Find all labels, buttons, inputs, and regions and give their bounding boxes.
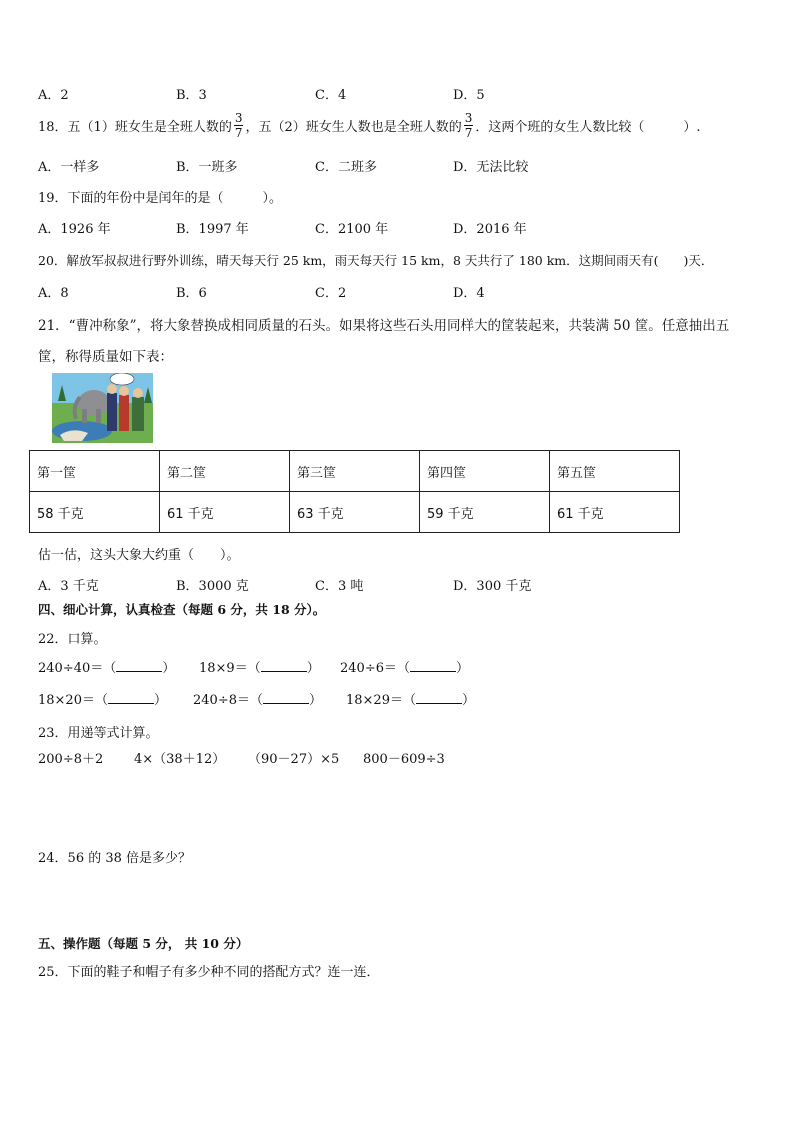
option-c: C．2 [315,286,347,301]
answer-blank[interactable] [116,659,162,672]
q20-options [0,282,794,301]
fraction-numerator: 3 [464,111,473,125]
oral-calc-1 [38,659,175,675]
oral-calc-2 [199,659,320,675]
fraction-denominator: 7 [234,126,243,140]
close-paren: ） [153,693,167,708]
option-a: A．2 [38,88,69,103]
q18-fraction-1 [234,112,244,139]
close-paren: ） [308,693,322,708]
table-cell: 58 千克 [30,492,160,533]
table-header-cell: 第二筐 [160,451,290,492]
q18-text-part1: 18．五（1）班女生是全班人数的 [38,120,232,135]
q21-options [0,575,794,594]
weights-table [29,450,680,533]
option-b: B．1997 年 [176,222,249,237]
table-header-cell: 第一筐 [30,451,160,492]
answer-blank[interactable] [261,659,307,672]
oral-calc-expr: 18×29＝（ [346,693,416,708]
q18-fraction-2 [464,112,474,139]
table-header-row [30,451,680,492]
calc-expr-4: 800－609÷3 [363,752,445,767]
answer-blank[interactable] [416,691,462,704]
table-row [30,492,680,533]
option-b: B．一班多 [176,160,238,175]
oral-calc-3 [340,659,469,675]
table-cell: 63 千克 [290,492,420,533]
calc-expr-1: 200÷8＋2 [38,752,104,767]
option-a: A．3 千克 [38,579,99,594]
option-d: D．300 千克 [453,579,532,594]
q18-text-part3: ．这两个班的女生人数比较（ ）. [475,120,701,135]
question-21-line1: 21．“曹冲称象”，将大象替换成相同质量的石头。如果将这些石头用同样大的筐装起来，共装满 50 筐。任意抽出五 [38,318,730,334]
option-d: D．5 [453,88,485,103]
table-cell: 61 千克 [550,492,680,533]
option-b: B．6 [176,286,207,301]
q21-estimate: 估一估，这头大象大约重（ ）。 [38,548,240,563]
option-a: A．一样多 [38,160,100,175]
fraction-numerator: 3 [234,111,243,125]
option-c: C．4 [315,88,347,103]
oral-calc-expr: 240÷6＝（ [340,661,410,676]
option-b: B．3 [176,88,207,103]
oral-calc-5 [193,691,322,707]
oral-calc-expr: 240÷40＝（ [38,661,117,676]
table-header-cell: 第五筐 [550,451,680,492]
option-d: D．2016 年 [453,222,527,237]
question-24: 24．56 的 38 倍是多少？ [38,851,192,866]
option-b: B．3000 克 [176,579,249,594]
q17-options [0,84,794,103]
option-d: D．无法比较 [453,160,529,175]
q18-options [0,156,794,175]
table-cell: 59 千克 [420,492,550,533]
oral-calc-expr: 18×9＝（ [199,661,261,676]
close-paren: ） [306,661,320,676]
close-paren: ） [162,661,176,676]
option-d: D．4 [453,286,485,301]
answer-blank[interactable] [263,691,309,704]
oral-calc-expr: 18×20＝（ [38,693,108,708]
calc-expr-3: （90－27）×5 [248,752,340,767]
question-19: 19．下面的年份中是闰年的是（ ）。 [38,191,283,206]
option-c: C．2100 年 [315,222,389,237]
close-paren: ） [455,661,469,676]
section-5-heading: 五、操作题（每题 5 分， 共 10 分） [38,936,249,951]
question-25: 25．下面的鞋子和帽子有多少种不同的搭配方式？连一连． [38,965,380,980]
table-header-cell: 第三筐 [290,451,420,492]
oral-calc-6 [346,691,475,707]
question-22-label: 22．口算。 [38,632,107,647]
option-a: A．1926 年 [38,222,111,237]
answer-blank[interactable] [108,691,154,704]
oral-calc-expr: 240÷8＝（ [193,693,263,708]
answer-blank[interactable] [410,659,456,672]
calc-expr-2: 4×（38＋12） [134,752,226,767]
table-header-cell: 第四筐 [420,451,550,492]
table-cell: 61 千克 [160,492,290,533]
question-20: 20．解放军叔叔进行野外训练，晴天每天行 25 km，雨天每天行 15 km，8 天共行了 180 km．这期间雨天有( )天． [38,253,714,268]
question-21-line2: 筐，称得质量如下表： [38,349,173,365]
question-23-label: 23．用递等式计算。 [38,726,159,741]
oral-calc-4 [38,691,167,707]
question-18 [38,111,701,141]
close-paren: ） [461,693,475,708]
q19-options [0,218,794,237]
option-c: C．3 吨 [315,579,364,594]
q18-text-part2: ，五（2）班女生人数也是全班人数的 [245,120,462,135]
fraction-denominator: 7 [464,126,473,140]
option-a: A．8 [38,286,69,301]
cao-chong-elephant-illustration [52,373,153,443]
section-4-heading: 四、细心计算，认真检查（每题 6 分，共 18 分）。 [38,602,326,617]
option-c: C．二班多 [315,160,377,175]
